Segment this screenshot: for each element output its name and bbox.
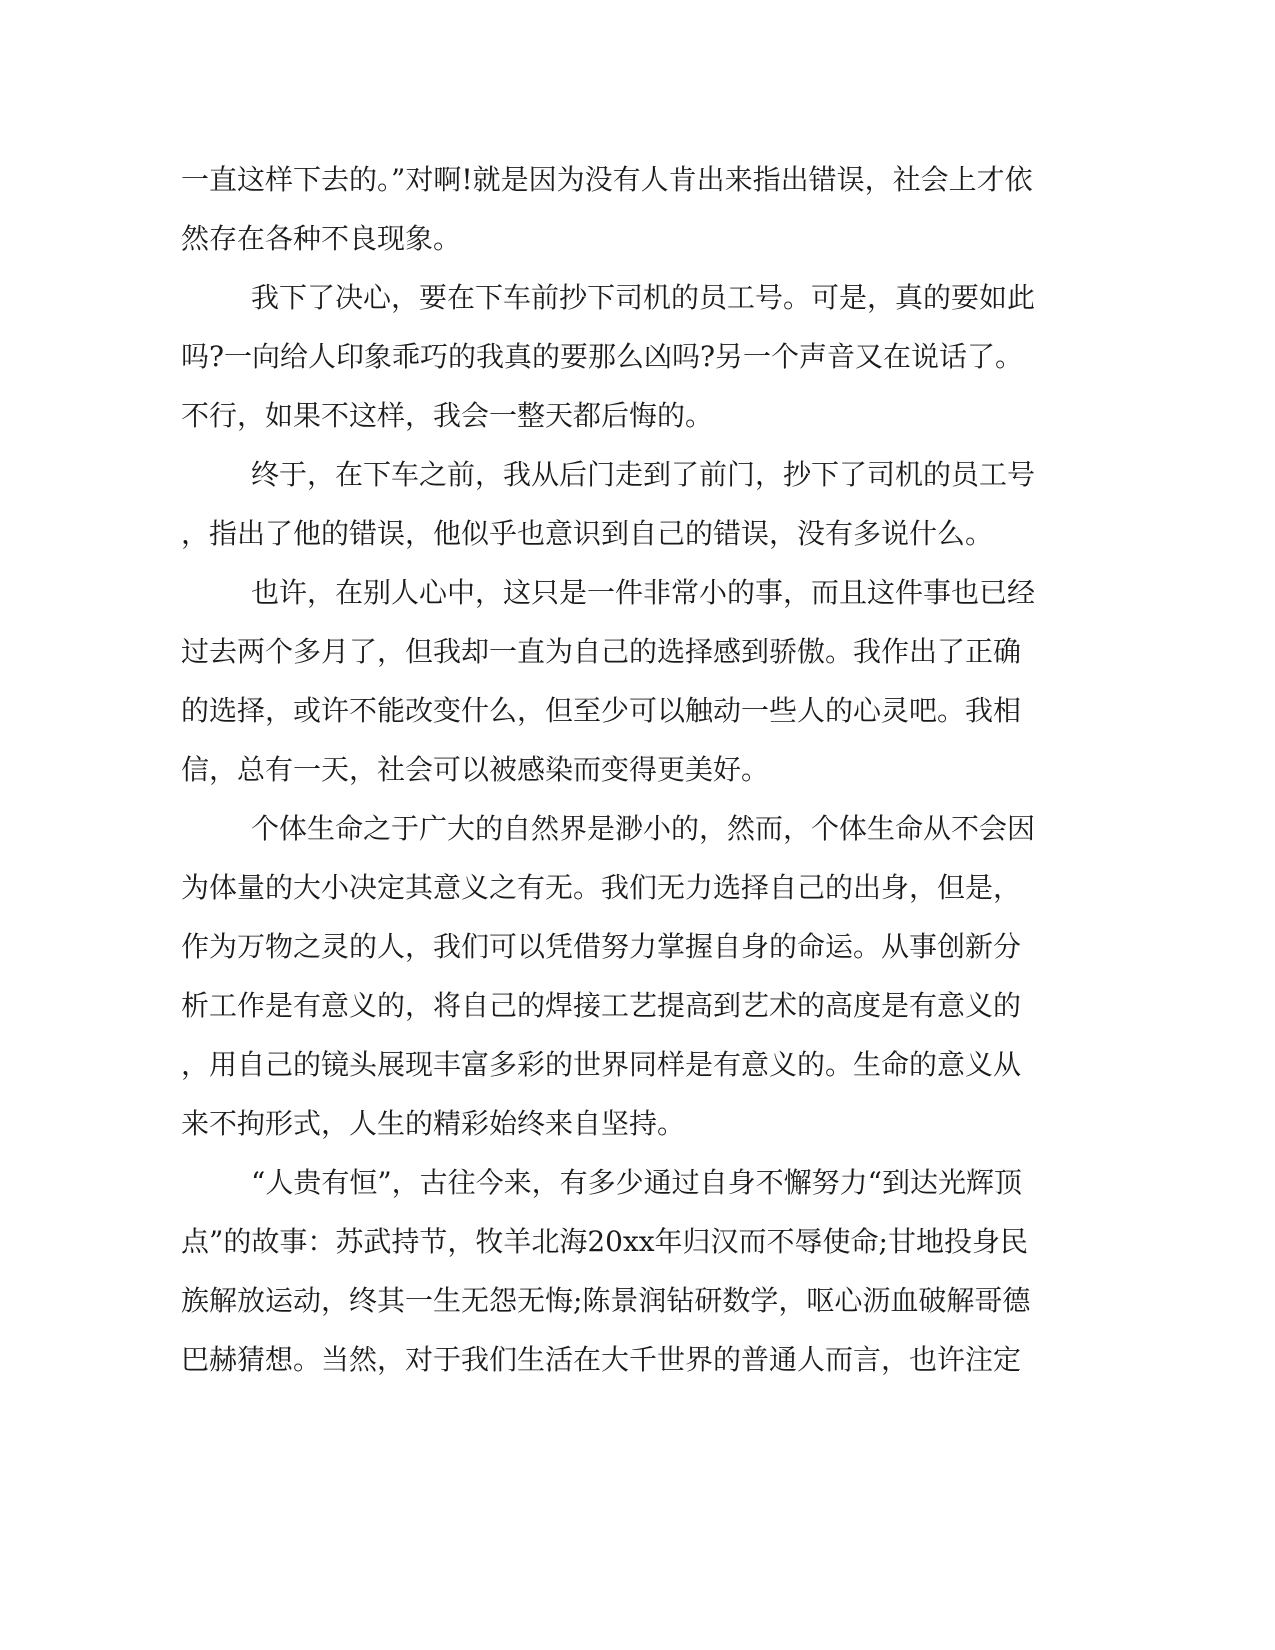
text-line: 过去两个多月了，但我却一直为自己的选择感到骄傲。我作出了正确 <box>181 635 1022 668</box>
text-line: ，用自己的镜头展现丰富多彩的世界同样是有意义的。生命的意义从 <box>181 1048 1022 1081</box>
text-line: 信，总有一天，社会可以被感染而变得更美好。 <box>181 753 770 786</box>
text-line: 析工作是有意义的，将自己的焊接工艺提高到艺术的高度是有意义的 <box>181 989 1022 1022</box>
text-line: 然存在各种不良现象。 <box>181 222 462 255</box>
text-line: 吗?一向给人印象乖巧的我真的要那么凶吗?另一个声音又在说话了。 <box>181 340 1024 373</box>
text-line: 的选择，或许不能改变什么，但至少可以触动一些人的心灵吧。我相 <box>181 694 1022 727</box>
text-line: 点”的故事：苏武持节，牧羊北海20xx年归汉而不辱使命;甘地投身民 <box>181 1225 1028 1258</box>
text-line: 个体生命之于广大的自然界是渺小的，然而，个体生命从不会因 <box>251 812 1036 845</box>
text-line: 一直这样下去的。”对啊!就是因为没有人肯出来指出错误，社会上才依 <box>181 163 1033 196</box>
text-line: 也许，在别人心中，这只是一件非常小的事，而且这件事也已经 <box>251 576 1036 609</box>
text-line: 为体量的大小决定其意义之有无。我们无力选择自己的出身，但是， <box>181 871 1022 904</box>
text-line: 巴赫猜想。当然，对于我们生活在大千世界的普通人而言，也许注定 <box>181 1343 1022 1376</box>
text-line: 来不拘形式，人生的精彩始终来自坚持。 <box>181 1107 686 1140</box>
text-line: “人贵有恒”，古往今来，有多少通过自身不懈努力“到达光辉顶 <box>251 1166 1022 1199</box>
text-line: 作为万物之灵的人，我们可以凭借努力掌握自身的命运。从事创新分 <box>181 930 1022 963</box>
text-line: 我下了决心，要在下车前抄下司机的员工号。可是，真的要如此 <box>251 281 1036 314</box>
text-line: 终于，在下车之前，我从后门走到了前门，抄下了司机的员工号 <box>251 458 1036 491</box>
text-line: ，指出了他的错误，他似乎也意识到自己的错误，没有多说什么。 <box>181 517 994 550</box>
text-line: 不行，如果不这样，我会一整天都后悔的。 <box>181 399 714 432</box>
text-line: 族解放运动，终其一生无怨无悔;陈景润钻研数学，呕心沥血破解哥德 <box>181 1284 1031 1317</box>
